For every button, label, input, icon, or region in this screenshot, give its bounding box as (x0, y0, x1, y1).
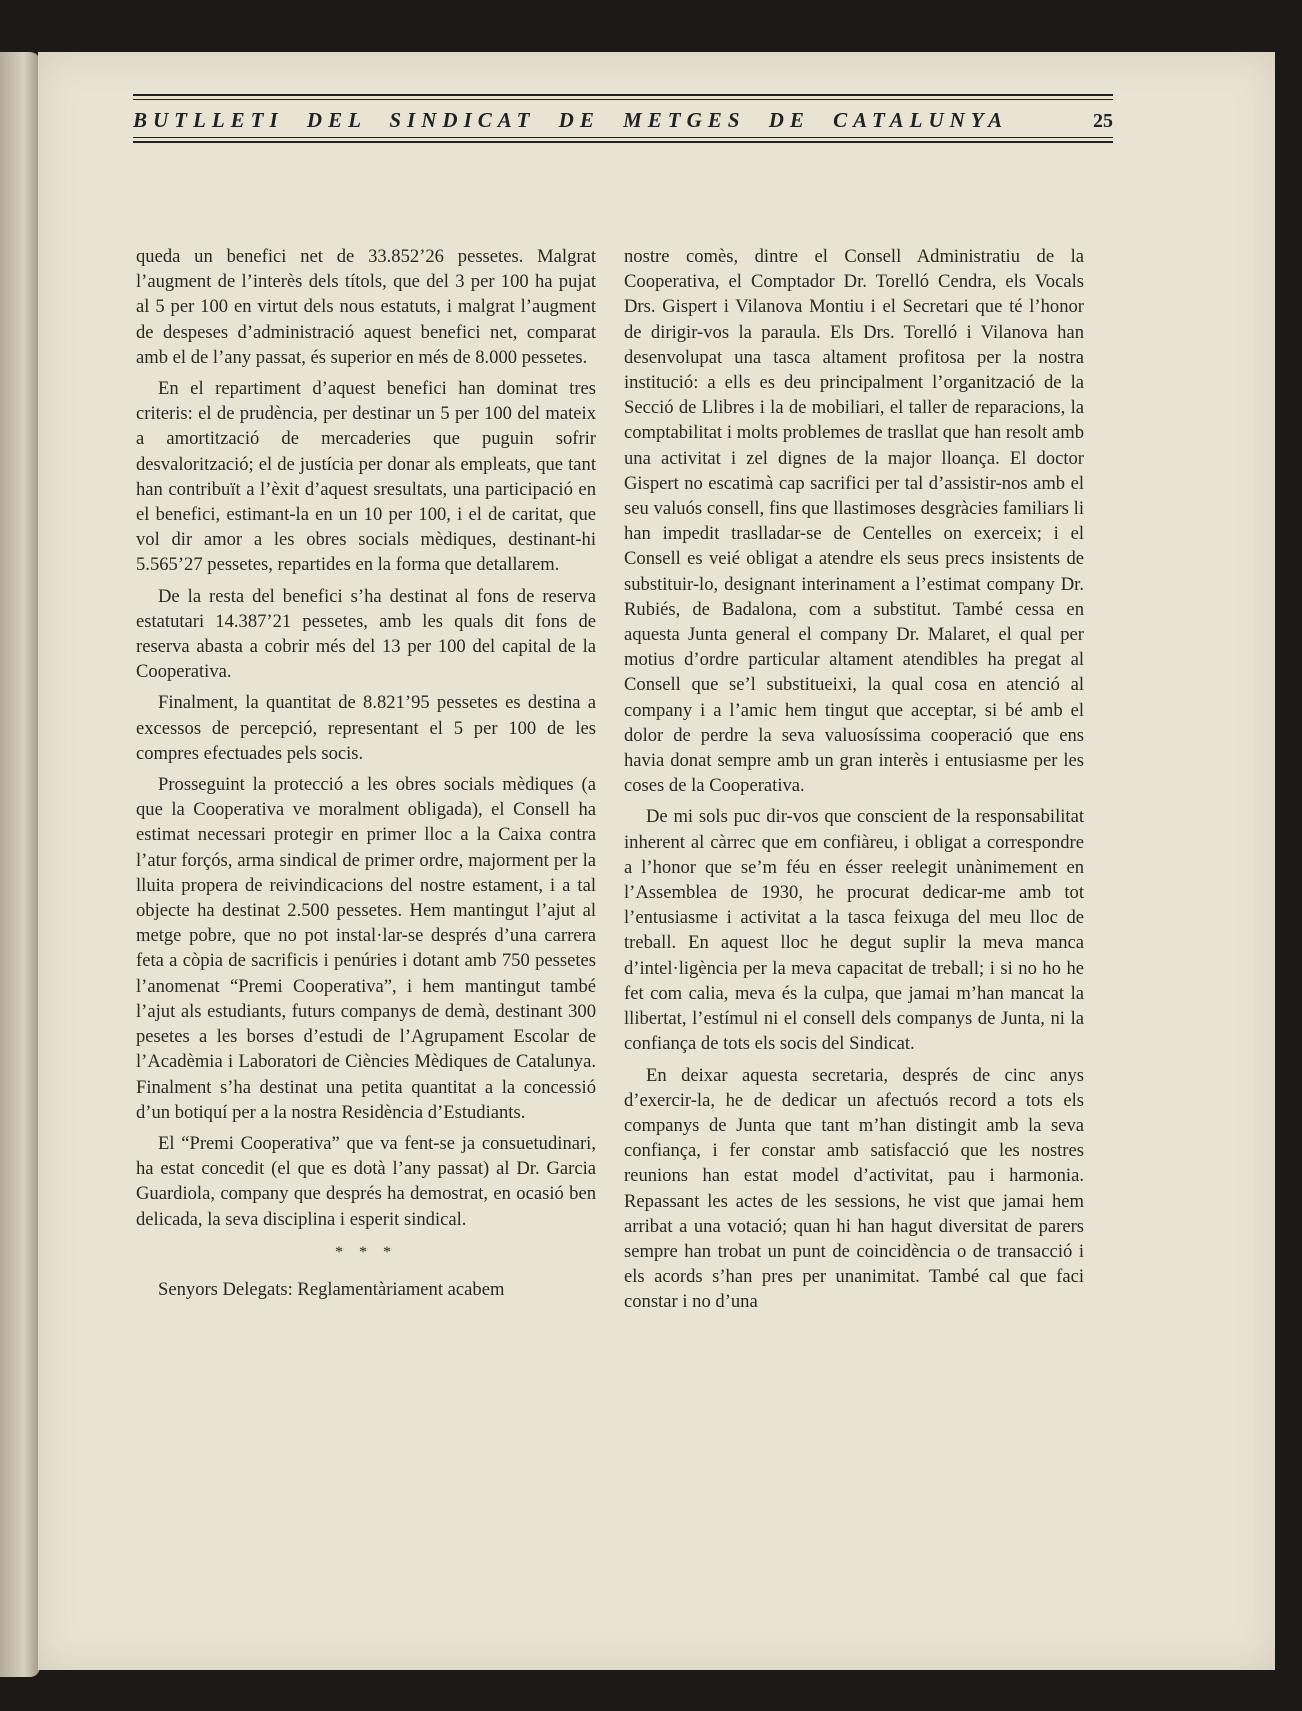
paragraph: Prosseguint la protecció a les obres socials mèdiques (a que la Cooperativa ve moralment obligada), el Consell ha estimat necessari protegir en primer lloc a la Caixa contra l’atur forçós, arma sindical de primer ordre, majorment per la lluita propera de reivindicacions del nostre estament, i a tal objecte ha destinat 2.500 pessetes. Hem mantingut l’ajut al metge pobre, que no pot instal·lar-se després d’una carrera feta a còpia de sacrificis i penúries i dotant amb 750 pessetes l’anomenat “Premi Cooperativa”, i hem mantingut també l’ajut als estudiants, futurs companys de demà, destinant 300 pesetes a les borses d’estudi de l’Agrupament Escolar de l’Acadèmia i Laboratori de Ciències Mèdiques de Catalunya. Finalment s’ha destinat una petita quantitat a la concessió d’un botiquí per a la nostra Residència d’Estudiants. (136, 774, 596, 1123)
paragraph: queda un benefici net de 33.852’26 pessetes. Malgrat l’augment de l’interès dels títols, que del 3 per 100 ha pujat al 5 per 100 en virtut dels nous estatuts, i malgrat l’augment de despeses d’administració aquest benefici net, comparat amb el de l’any passat, és superior en més de 8.000 pessetes. (136, 246, 596, 368)
paragraph: Finalment, la quantitat de 8.821’95 pessetes es destina a excessos de percepció, representant el 5 per 100 de les compres efectuades pels socis. (136, 692, 596, 764)
journal-title: BUTLLETI DEL SINDICAT DE METGES DE CATALUNYA (133, 108, 1009, 132)
header-line (133, 103, 1113, 137)
header-rule-top (133, 94, 1113, 96)
paragraph: Senyors Delegats: Reglamentàriament acabem (158, 1278, 505, 1300)
paragraph: nostre comès, dintre el Consell Administratiu de la Cooperativa, el Comptador Dr. Torelló Cendra, els Vocals Drs. Gispert i Vilanova Montiu i el Secretari que té l’honor de dirigir-vos la paraula. Els Drs. Torelló i Vilanova han desenvolupat una tasca altament profitosa per la nostra institució: a ells es deu principalment l’organització de la Secció de Llibres i la de mobiliari, el taller de reparacions, la comptabilitat i molts problemes de trasllat que han resolt amb una activitat i zel dignes de la major lloança. El doctor Gispert no escatimà cap sacrifici per tal d’assistir-nos amb el seu valuós consell, fins que llastimoses desgràcies familiars li han impedit traslladar-se de Centelles on exerceix; i el Consell es veié obligat a atendre els seus precs insistents de substituir-lo, designant interinament a l’estimat company Dr. Rubiés, de Badalona, com a substitut. També cessa en aquesta Junta general el company Dr. Malaret, el qual per motius d’ordre particular altament atendibles ha pregat al Consell que se’l substitueixi, la qual cosa en atenció al company i a l’amic hem tingut que acceptar, si bé amb el dolor de perdre la seva valuosíssima cooperació que ens havia donat sempre amb un gran interès i entusiasme per les coses de la Cooperativa. (624, 246, 1084, 797)
running-header (133, 94, 1113, 146)
paragraph: De la resta del benefici s’ha destinat al fons de reserva estatutari 14.387’21 pessetes, amb les quals dit fons de reserva abasta a cobrir més del 13 per 100 del capital de la Cooperativa. (136, 585, 596, 683)
paragraph: El “Premi Cooperativa” que va fent-se ja consuetudinari, ha estat concedit (el que es dotà l’any passat) al Dr. Garcia Guardiola, company que després ha demostrat, en ocasió ben delicada, la seva disciplina i esperit sindical. (136, 1132, 596, 1230)
paragraph: De mi sols puc dir-vos que conscient de la responsabilitat inherent al càrrec que em confiàreu, i obligat a correspondre a l’honor que se’m féu en ésser reelegit unànimement en l’Assemblea de 1930, he procurat dedicar-me amb tot l’entusiasme i activitat a la tasca feixuga del meu lloc de treball. En aquest lloc he degut suplir la meva manca d’intel·ligència per la meva capacitat de treball; i si no ho he fet com calia, meva és la culpa, que jamai m’han mancat la llibertat, l’estímul ni el consell dels companys de Junta, ni la confiança de tots els socis del Sindicat. (624, 806, 1084, 1055)
facing-page-edge (0, 52, 40, 1677)
section-separator: * * * (335, 1243, 397, 1261)
header-rule-top-thin (133, 99, 1113, 100)
header-rule-bottom-thin (133, 137, 1113, 138)
page-number: 25 (1093, 110, 1113, 132)
right-column (624, 244, 1084, 1321)
paragraph: En el repartiment d’aquest benefici han dominat tres criteris: el de prudència, per destinar un 5 per 100 del mateix a amortització de mercaderies que puguin sofrir desvalorització; el de justícia per donar als empleats, que tant han contribuït a l’èxit d’aquest sresultats, una participació en el benefici, estimant-la en un 10 per 100, i el de caritat, que vol dir amor a les obres socials mèdiques, destinant-hi 5.565’27 pessetes, repartides en la forma que detallarem. (136, 378, 596, 576)
paragraph: En deixar aquesta secretaria, després de cinc anys d’exercir-la, he de dedicar un afectuós record a tots els companys de Junta que tant m’han distingit amb la seva confiança, i fer constar amb satisfacció que les nostres reunions han estat model d’activitat, pau i harmonia. Repassant les actes de les sessions, he vist que jamai hem arribat a una votació; quan hi han hagut diversitat de parers sempre han trobat un punt de coincidència o de transacció i els acords s’han pres per unanimitat. També cal que faci constar i no d’una (624, 1064, 1084, 1313)
header-rule-bottom (133, 141, 1113, 143)
left-column (136, 244, 596, 1308)
